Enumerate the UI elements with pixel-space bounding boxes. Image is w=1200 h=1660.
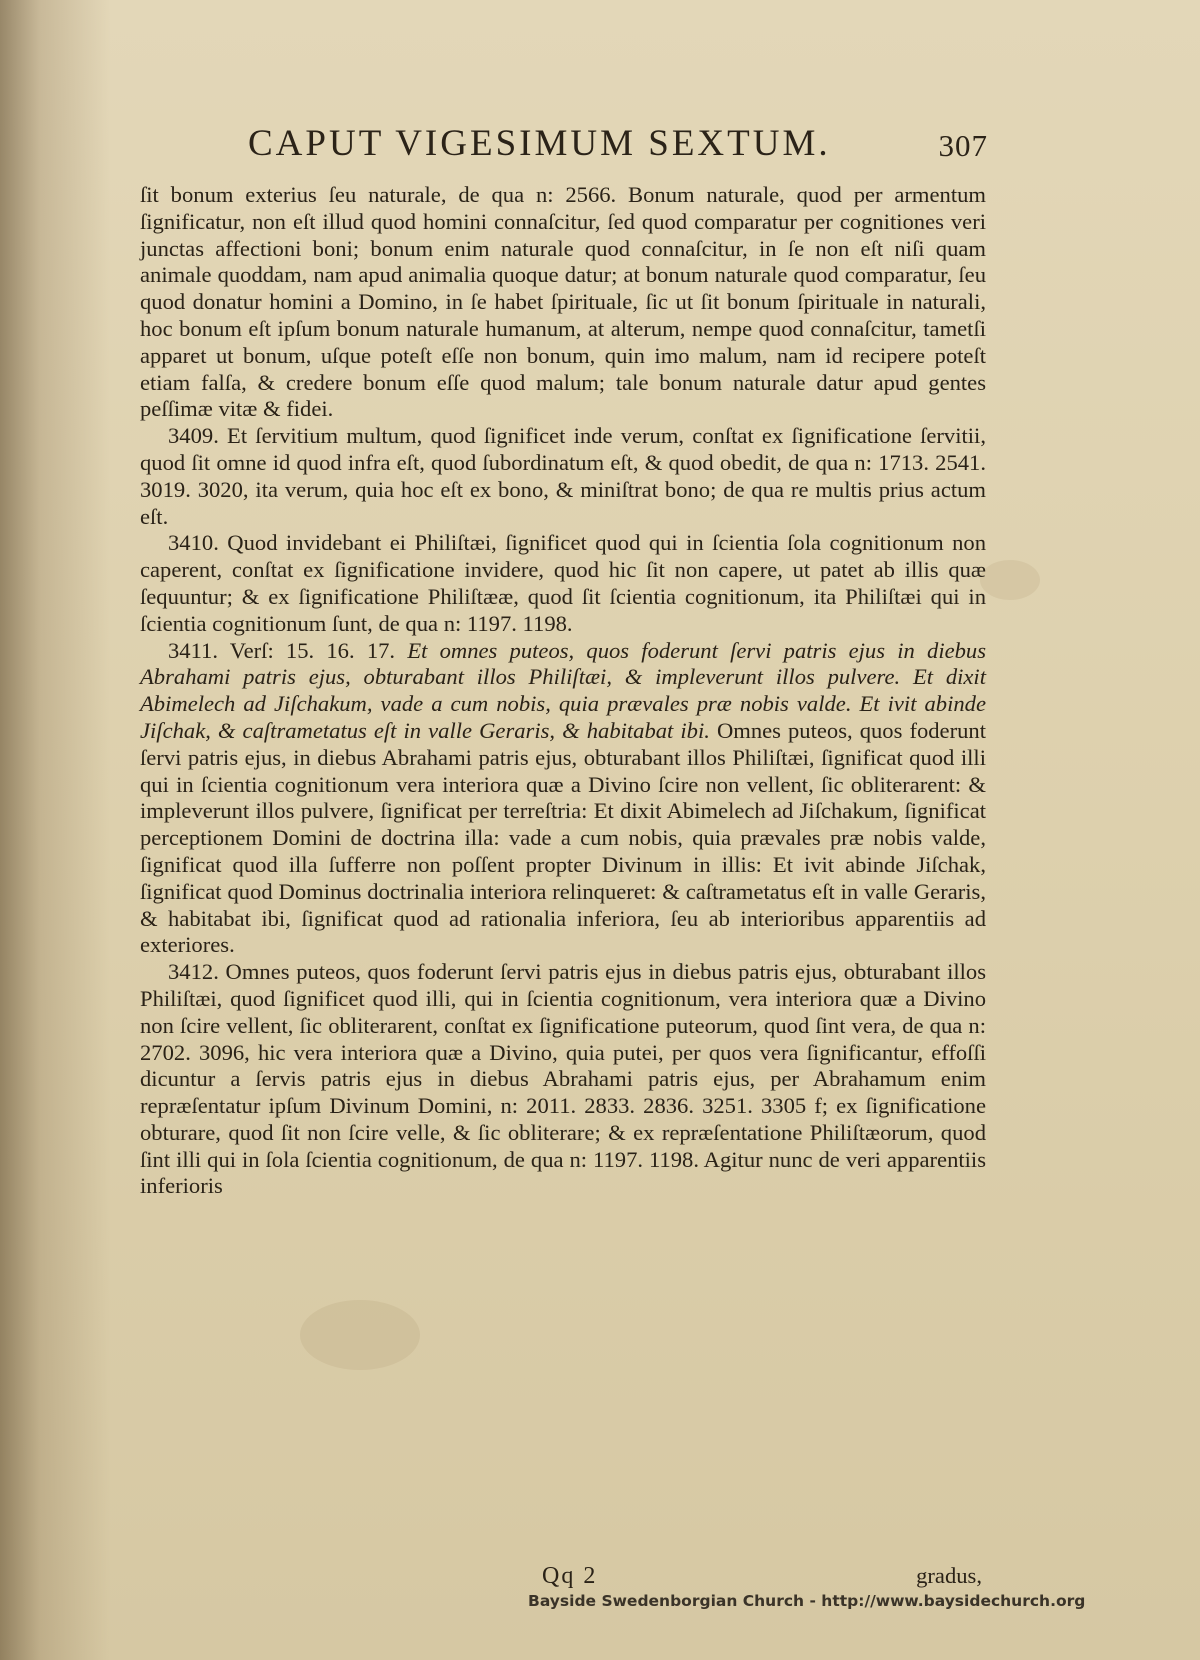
paragraph-3411-exposition: Omnes puteos, quos foderunt ſervi patris ejus, in diebus Abrahami patris ejus, obturabant illos Philiſtæi, ſignificat quod illi qui in ſcientia cognitionum vera interiora quæ a Divino ſcire non vellent, ſic obliterarent: & impleverunt illos pulvere, ſignificat per terreſtria: Et dixit Abimelech ad Jiſchakum, ſignificat perceptionem Domini de doctrina illa: vade a cum nobis, quia prævales præ nobis valde, ſignificat quod illa ſufferre non poſſent propter Divinum in illis: Et ivit abinde Jiſchak, ſignificat quod Dominus doctrinalia interiora relinqueret: & caſtrametatus eſt in valle Geraris, & habitabat ibi, ſignificat quod ad rationalia inferiora, ſeu ab interioribus apparentiis ad exteriores. (140, 717, 986, 958)
paragraph-3411-lead: 3411. Verſ: 15. 16. 17. (168, 637, 396, 663)
paragraph-3410: 3410. Quod invidebant ei Philiſtæi, ſignificet quod qui in ſcientia ſola cognitionum non caperent, conſtat ex ſignificatione invidere, quod hic ſit non capere, ut patet ab illis quæ ſequuntur; & ex ſignificatione Philiſtææ, quod ſit ſcientia cognitionum, ita Philiſtæi qui in ſcientia cognitionum ſunt, de qua n: 1197. 1198. (140, 530, 986, 636)
paragraph-3411 (140, 638, 986, 960)
footer-credit: Bayside Swedenborgian Church - http://www.baysidechurch.org (528, 1592, 1086, 1610)
page-header (248, 122, 988, 172)
catchword: gradus, (916, 1563, 982, 1588)
running-title: CAPUT VIGESIMUM SEXTUM. (248, 123, 831, 164)
paragraph-3412: 3412. Omnes puteos, quos foderunt ſervi patris ejus in diebus patris ejus, obturabant illos Philiſtæi, quod ſignificet quod illi, qui in ſcientia cognitionum, vera interiora quæ a Divino non ſcire vellent, ſic obliterarent, conſtat ex ſignificatione puteorum, quod ſint vera, de qua n: 2702. 3096, hic vera interiora quæ a Divino, quia putei, per quos vera ſignificantur, effoſſi dicuntur a ſervis patris ejus in diebus Abrahami patris ejus, per Abrahamum enim repræſentatur ipſum Divinum Domini, n: 2011. 2833. 2836. 3251. 3305 f; ex ſignificatione obturare, quod ſit non ſcire velle, & ſic obliterare; & ex repræſentatione Philiſtæorum, quod ſint illi qui in ſola ſcientia cognitionum, de qua n: 1197. 1198. Agitur nunc de veri apparentiis inferioris (140, 959, 986, 1199)
text-body (140, 182, 986, 1200)
paragraph-continuation: ſit bonum exterius ſeu naturale, de qua n: 2566. Bonum naturale, quod per armentum ſignificatur, non eſt illud quod homini connaſcitur, ſed quod comparatur per cognitiones veri junctas affectioni boni; bonum enim naturale quod connaſcitur, in ſe non eſt niſi quam animale quoddam, nam apud animalia quoque datur; at bonum naturale quod comparatur, ſeu quod donatur homini a Domino, in ſe habet ſpirituale, ſic ut ſit bonum ſpirituale in naturali, hoc bonum eſt ipſum bonum naturale humanum, at alterum, nempe quod connaſcitur, tametſi apparet ut bonum, uſque poteſt eſſe non bonum, quin imo malum, nam id recipere poteſt etiam falſa, & credere bonum eſſe quod malum; tale bonum naturale datur apud gentes peſſimæ vitæ & fidei. (140, 182, 986, 422)
signature-mark: Qq 2 (542, 1563, 598, 1589)
paper-stain (980, 560, 1040, 600)
scripture-quote: Et omnes puteos, quos foderunt ſervi patris ejus in diebus Abrahami patris ejus, obturabant illos Philiſtæi, & impleverunt illos pulvere. Et dixit Abimelech ad Jiſchakum, vade a cum nobis, quia prævales præ nobis valde. Et ivit abinde Jiſchak, & caſtrametatus eſt in valle Geraris, & habitabat ibi. (140, 637, 987, 743)
paper-stain (300, 1300, 420, 1370)
page-number: 307 (938, 128, 988, 163)
paragraph-3409: 3409. Et ſervitium multum, quod ſignificet inde verum, conſtat ex ſignificatione ſervitii, quod ſit omne id quod infra eſt, quod ſubordinatum eſt, & quod obedit, de qua n: 1713. 2541. 3019. 3020, ita verum, quia hoc eſt ex bono, & miniſtrat bono; de qua re multis prius actum eſt. (140, 423, 986, 529)
